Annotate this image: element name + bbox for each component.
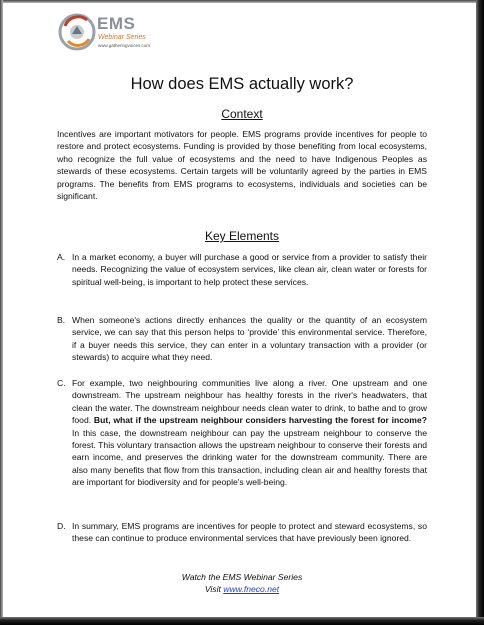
- item-text-before: For example, two neighbouring communities live along a river. One upstream and one downstream. The upstream neighbour has healthy forests in the river's headwaters, that clean the water. The downstream neighbour needs clean water to drink, to bathe and to grow food.: [72, 378, 427, 426]
- fneco-link[interactable]: www.fneco.net: [223, 584, 280, 594]
- item-text: [72, 377, 427, 489]
- page-shadow-right: [476, 0, 484, 625]
- key-element-c: [57, 377, 427, 489]
- footer: [0, 571, 484, 595]
- item-text: In a market economy, a buyer will purchase a good or service from a provider to satisfy their needs. Recognizing the value of ecosystem services, like clean air, clean water or forests for spiritual well-being, is important to help protect these services.: [72, 252, 427, 287]
- item-letter: B.: [57, 315, 66, 325]
- page-shadow-bottom: [0, 617, 484, 625]
- page-title: How does EMS actually work?: [130, 75, 354, 93]
- context-heading: Context: [221, 107, 263, 121]
- context-paragraph: Incentives are important motivators for people. EMS programs provide incentives for people to restore and protect ecosystems. Funding is provided by those benefiting from local ecosystems, who recognize the full value of ecosystems and the need to have Indigenous Peoples as stewards of these ecosystems. Certain targets will be voluntarily agreed by the parties in EMS programs. The benefits from EMS programs to ecosystems, individuals and societies can be significant.: [57, 129, 427, 202]
- logo-url: www.gatheringvoices.com: [98, 43, 151, 48]
- footer-visit-label: Visit: [204, 584, 224, 594]
- item-letter: C.: [57, 378, 66, 388]
- ems-logo-mark-icon: [57, 12, 97, 52]
- item-text-bold: But, what if the upstream neighbour considers harvesting the forest for income?: [93, 415, 427, 426]
- page-shadow-top: [0, 0, 484, 3]
- footer-visit: [0, 583, 484, 595]
- footer-line: Watch the EMS Webinar Series: [181, 572, 303, 582]
- key-element-a: [57, 251, 427, 288]
- key-element-d: [57, 520, 427, 545]
- page-shadow-left: [0, 0, 3, 625]
- key-elements-heading: Key Elements: [204, 229, 280, 243]
- key-element-b: [57, 314, 427, 364]
- item-text-after: In this case, the downstream neighbour can pay the upstream neighbour to conserve the forest. This voluntary transaction allows the upstream neighbour to conserve their forests and earn income, and preserves the drinking water for the downstream community. There are also many benefits that flow from this transaction, including clean air and healthy forests that are important for biodiversity and for people's well-being.: [72, 427, 427, 488]
- logo-title: EMS: [97, 14, 136, 33]
- item-letter: D.: [57, 521, 66, 531]
- item-text: When someone's actions directly enhances the quality or the quantity of an ecosystem service, we can say that this person helps to ‘provide’ this environmental service. Therefore, if a buyer needs this service, they can enter in a voluntary transaction with a provider (or stewards) to acquire what they need.: [72, 315, 427, 363]
- item-text: In summary, EMS programs are incentives for people to protect and steward ecosystems, so these can continue to produce environmental services that have previously been ignored.: [72, 521, 427, 544]
- logo-subtitle: Webinar Series: [98, 34, 146, 41]
- ems-logo: [57, 12, 177, 62]
- item-letter: A.: [57, 252, 66, 262]
